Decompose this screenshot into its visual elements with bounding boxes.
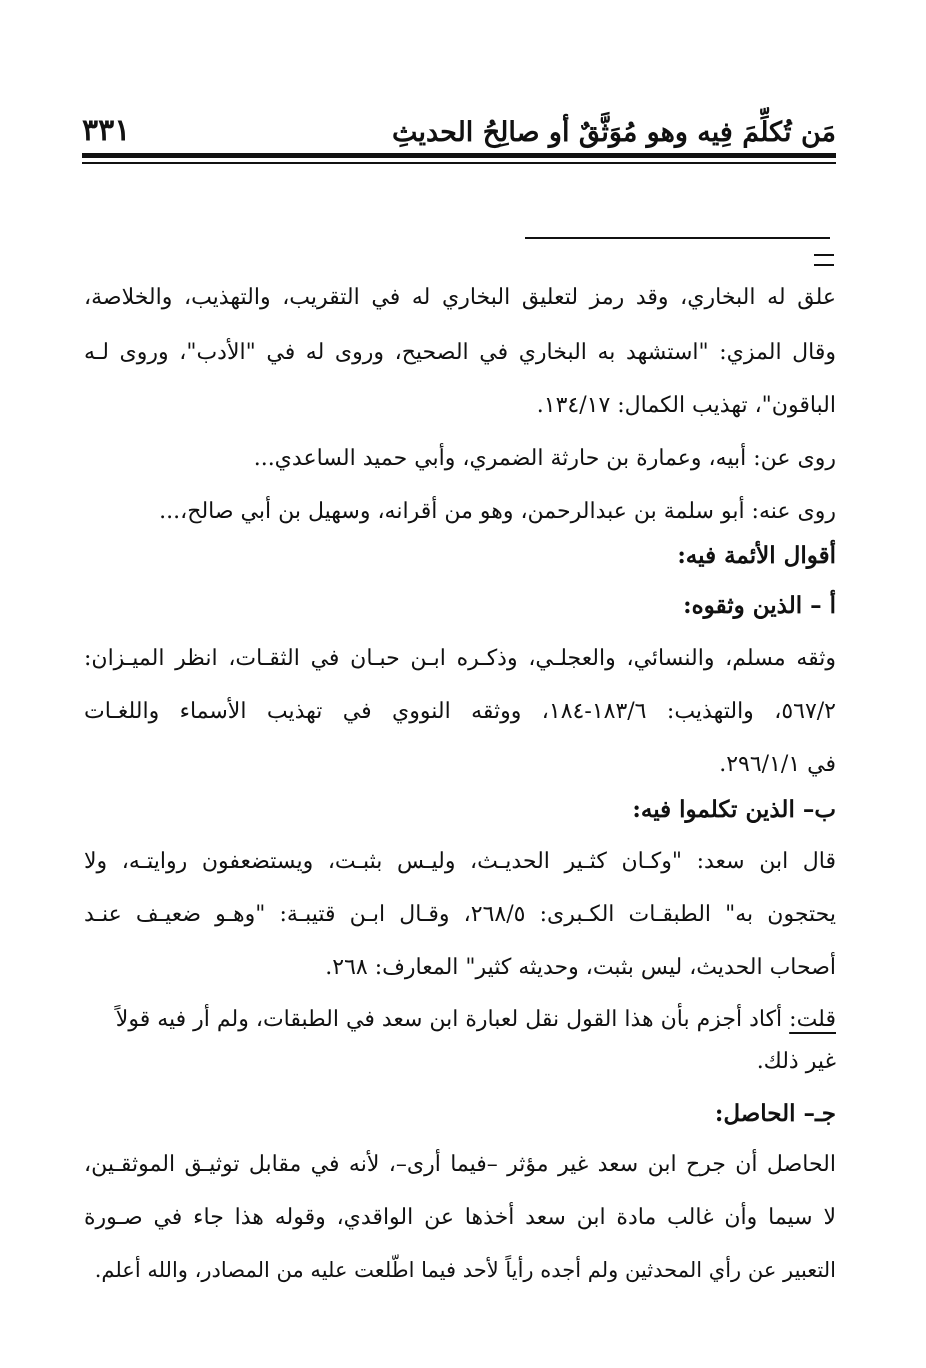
text-line: وقال المزي: "استشهد به البخاري في الصحيح، وروى له في "الأدب"، وروى لـه xyxy=(84,340,836,365)
header-rule-thick xyxy=(82,153,836,158)
text-line: يحتجون به" الطبقـات الكـبرى: ٢٦٨/٥، وقـال ابـن قتيبـة: "وهـو ضعيـف عنـد xyxy=(84,902,836,927)
text-line: أصحاب الحديث، ليس بثبت، وحديثه كثير" المعارف: ٢٦٨. xyxy=(325,955,836,980)
running-title: مَن تُكلِّمَ فِيه وهو مُوَثَّقٌ أو صالِحُ الحديثِ xyxy=(391,117,836,148)
text-line: التعبير عن رأي المحدثين ولم أجده رأياً لأحد فيما اطّلعت عليه من المصادر، والله أعلم. xyxy=(94,1258,836,1282)
qult-text: أكاد أجزم بأن هذا القول نقل لعبارة ابن سعد في الطبقات، ولم أر فيه قولاً xyxy=(115,1007,783,1032)
footnote-continuation-mark xyxy=(814,254,834,266)
text-line: غير ذلك. xyxy=(756,1049,836,1074)
subsection-heading: ب– الذين تكلموا فيه: xyxy=(632,796,836,823)
page-number: ٣٣١ xyxy=(82,113,131,148)
page-header xyxy=(82,100,836,148)
text-line: روى عنه: أبو سلمة بن عبدالرحمن، وهو من أقرانه، وسهيل بن أبي صالح،... xyxy=(159,499,836,524)
text-line: روى عن: أبيه، وعمارة بن حارثة الضمري، وأبي حميد الساعدي... xyxy=(253,446,836,471)
footnote-separator xyxy=(525,237,830,239)
text-line: في ٢٩٦/١/١. xyxy=(719,752,836,777)
text-line: الحاصل أن جرح ابن سعد غير مؤثر –فيما أرى–، لأنه في مقابل توثيـق الموثقـين، xyxy=(84,1152,836,1177)
text-line: ٥٦٧/٢، والتهذيب: ١٨٣/٦-١٨٤، ووثقه النووي في تهذيب الأسماء واللغـات xyxy=(84,699,836,724)
qult-label: قلت: xyxy=(789,1007,836,1032)
text-line: وثقه مسلم، والنسائي، والعجلـي، وذكـره ابـن حبـان في الثقـات، انظر الميـزان: xyxy=(84,646,836,671)
subsection-heading: أ – الذين وثقوه: xyxy=(683,592,836,619)
header-rule-thin xyxy=(82,162,836,164)
subsection-heading: جـ– الحاصل: xyxy=(714,1100,836,1127)
text-line: الباقون"، تهذيب الكمال: ١٣٤/١٧. xyxy=(536,393,836,418)
text-line: قال ابن سعد: "وكـان كثـير الحديـث، وليـس بثبـت، ويستضعفون روايتـه، ولا xyxy=(84,849,836,874)
section-heading: أقوال الأئمة فيه: xyxy=(677,542,836,569)
text-line: لا سيما وأن غالب مادة ابن سعد أخذها عن الواقدي، وقوله هذا جاء في صـورة xyxy=(84,1205,836,1230)
text-line: علق له البخاري، وقد رمز لتعليق البخاري له في التقريب، والتهذيب، والخلاصة، xyxy=(84,285,836,310)
